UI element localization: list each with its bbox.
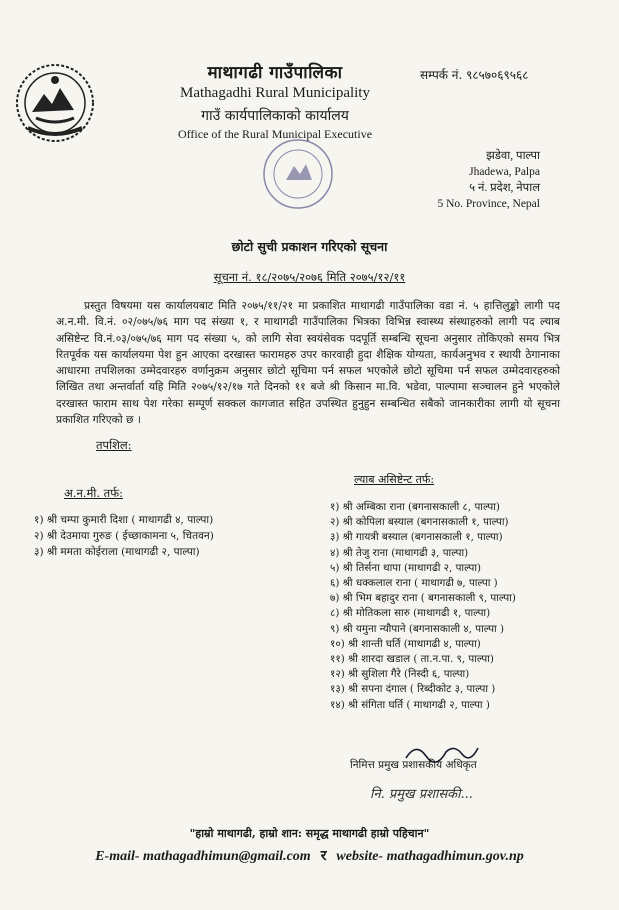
list-item: ३) श्री ममता कोईराला (माथागढी २, पाल्पा) xyxy=(34,546,200,558)
lab-assistant-heading: ल्याब असिष्टेन्ट तर्फ: xyxy=(354,473,435,486)
footer-contact xyxy=(0,846,619,865)
office-name-en: Office of the Rural Municipal Executive xyxy=(177,127,373,141)
signatory-title: निमित्त प्रमुख प्रशासकीय अधिकृत xyxy=(350,759,477,771)
list-item: ९) श्री यमुना न्यौपाने (बगनासकाली ४, पाल्पा ) xyxy=(330,622,505,635)
list-item: १४) श्री संगिता घर्ति ( माथागढी २, पाल्पा ) xyxy=(330,698,490,711)
office-name-np: गाउँ कार्यपालिकाको कार्यालय xyxy=(201,108,349,124)
list-item: १३) श्री सपना दंगाल ( रिब्दीकोट ३, पाल्पा ) xyxy=(330,683,496,696)
signatory-name: नि. प्रमुख प्रशासकी... xyxy=(370,787,473,802)
anm-heading: अ.न.मी. तर्फ: xyxy=(64,486,123,500)
office-address xyxy=(430,148,540,212)
lab-assistant-candidate-list xyxy=(330,500,516,713)
list-item: ५) श्री तिर्सना थापा (माथागढी २, पाल्पा) xyxy=(330,561,482,574)
anm-candidate-list xyxy=(34,512,214,560)
list-item: ११) श्री शारदा खडाल ( ता.न.पा. ९, पाल्पा) xyxy=(330,653,494,666)
notice-title: छोटो सुची प्रकाशन गरिएको सूचना xyxy=(231,239,388,254)
footer-slogan: "हाम्रो माथागढी, हाम्रो शान: समृद्ध माथागढी हाम्रो पहिचान" xyxy=(189,827,430,840)
list-item: १) श्री चम्पा कुमारी दिशा ( माथागढी ४, पाल्पा) xyxy=(34,514,214,526)
office-stamp-icon xyxy=(258,134,338,214)
notice-body: प्रस्तुत विषयमा यस कार्यालयबाट मिति २०७५/११/२१ मा प्रकाशित माथागढी गाउँपालिका वडा नं. ५ हात्तिलुङ्को लागी पद अ.न.मी. वि.नं. ०२/०७५/७६ माग पद संख्या १, र माथागढी गाउँपालिका भित्रका विभिन्न स्वास्थ्य संस्थाहरुको लागी पद ल्याब असिष्टेन्ट वि.नं.०३/०७५/७६ माग पद संख्या ५, को लागि सेवा स्वयंसेवक पदपूर्ति सम्बन्धि सूचना अनुसार तोकिएको समय भित्र रितपूर्वक यस कार्यालयमा पेश हुन आएका दरखास्त फारामहरु उपर कारवाही हुदा शैक्षिक योग्यता, कार्यअनुभव र स्थायी ठेगानाका आधारमा तपशिलका उम्मेदवारहरु वर्णानुक्रम अनुसार छोटो सूचिमा पर्न सफल भएकोले छोटो सूचिमा पर्न सफल उम्मेदवारहरुको लिखित तथा अन्तर्वार्ता यहि मिति २०७५/१२/१७ गते दिनको ११ बजे श्री किसान मा.वि. भडेवा, पाल्पामा सञ्चालन हुने भएकोले दरखास्त फाराम साथ पेश गरेका सम्पूर्ण सक्कल कागजात सहित उपस्थित हुनुहुन सम्बन्धित सबैको जानकारीका लागी यो सूचना प्रकाशित गरिएको छ । xyxy=(56,299,560,427)
list-item: २) श्री कोपिला बस्याल (बगनासकाली १, पाल्पा) xyxy=(330,516,509,529)
list-item: १२) श्री सुशिला गैरे (निस्दी ६, पाल्पा) xyxy=(330,668,470,681)
municipality-name-en: Mathagadhi Rural Municipality xyxy=(180,85,370,101)
address-line: झडेवा, पाल्पा xyxy=(486,150,540,162)
address-line: 5 No. Province, Nepal xyxy=(437,198,540,210)
footer-email: E-mail- mathagadhimun@gmail.com xyxy=(95,849,311,864)
list-item: १) श्री अम्बिका राना (बगनासकाली ८, पाल्पा) xyxy=(330,501,500,513)
footer-website: website- mathagadhimun.gov.np xyxy=(336,849,524,864)
address-line: Jhadewa, Palpa xyxy=(469,166,540,178)
notice-reference-text: सूचना नं. १८/२०७५/२०७६ मिति २०७५/१२/११ xyxy=(213,270,406,284)
municipality-name-np: माथागढी गाउँपालिका xyxy=(207,63,343,83)
list-item: ६) श्री धक्कलाल राना ( माथागढी ७, पाल्पा ) xyxy=(330,577,498,590)
list-item: ७) श्री भिम बहादुर राना ( बगनासकाली ९, पाल्पा) xyxy=(330,592,516,605)
list-item: ४) श्री तेजु राना (माथागढी ३, पाल्पा) xyxy=(330,546,469,559)
address-line: ५ नं. प्रदेश, नेपाल xyxy=(469,182,540,194)
list-item: ३) श्री गायत्री बस्याल (बगनासकाली १, पाल्पा) xyxy=(330,531,503,544)
list-item: १०) श्री शान्ती घर्ति (माथागढी ४, पाल्पा) xyxy=(330,637,481,650)
notice-reference xyxy=(0,270,619,285)
list-item: ८) श्री मोतिकला सारु (माथागढी १, पाल्पा) xyxy=(330,607,491,620)
letterhead-title-block xyxy=(150,60,400,142)
details-label: तपशिल: xyxy=(96,438,132,452)
list-item: २) श्री देउमाया गुरुङ ( ईच्छाकामना ५, चितवन) xyxy=(34,530,214,542)
footer-separator: र xyxy=(320,849,327,864)
government-emblem-icon xyxy=(14,62,96,144)
contact-number: सम्पर्क नं. ९८५७०६९५६८ xyxy=(420,68,529,82)
